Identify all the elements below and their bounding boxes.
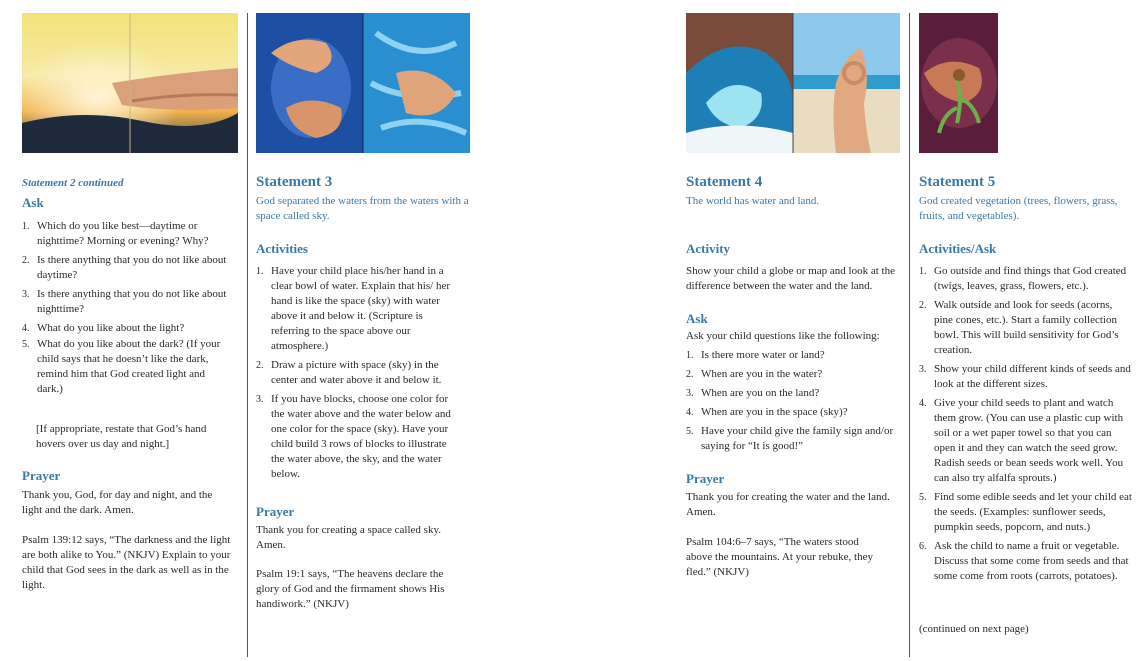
activities-list	[256, 264, 461, 486]
section-kicker: Statement 2 continued	[22, 177, 124, 189]
list-item: 3. When are you on the land?	[686, 387, 820, 399]
statement-title: Statement 4	[686, 174, 763, 190]
activity-text: Show your child a globe or map and look at the difference between the water and the land.	[686, 265, 895, 292]
statement-subtitle: God created vegetation (trees, flowers, grass, fruits, and vegetables).	[919, 195, 1118, 222]
prayer-heading: Prayer	[686, 471, 725, 486]
painting-hands-water	[256, 13, 470, 153]
painting-wave-and-hand	[686, 13, 900, 153]
statement-title: Statement 5	[919, 174, 996, 190]
list-item: 5. Find some edible seeds and let your child eat the seeds. (Examples: sunflower seeds, pumpkin seeds, popcorn, and nuts.)	[919, 491, 1132, 533]
activities-heading: Activities	[256, 241, 308, 256]
psalm-text: Psalm 19:1 says, “The heavens declare the glory of God and the firmament shows His handiwork.” (NKJV)	[256, 568, 445, 610]
activities-list	[919, 264, 1134, 588]
list-item: 4. When are you in the space (sky)?	[686, 406, 848, 418]
list-item: 2. When are you in the water?	[686, 368, 823, 380]
statement-subtitle: The world has water and land.	[686, 195, 820, 207]
note-text: [If appropriate, restate that God’s hand hovers over us day and night.]	[36, 423, 207, 450]
psalm-text: Psalm 104:6–7 says, “The waters stood above the mountains. At your rebuke, they fled.” (NKJV)	[686, 536, 873, 578]
list-item: 1. Go outside and find things that God created (twigs, leaves, grass, flowers, etc.).	[919, 265, 1127, 292]
ask-heading: Ask	[22, 195, 44, 210]
list-item: 1. Is there more water or land?	[686, 349, 825, 361]
ask-list	[22, 219, 232, 401]
ask-list	[686, 348, 904, 458]
column-divider	[909, 13, 910, 657]
list-item: 5. Have your child give the family sign and/or saying for “It is good!”	[686, 425, 894, 452]
list-item: 2. Draw a picture with space (sky) in the center and water above it and below it.	[256, 359, 442, 386]
statement-subtitle: God separated the waters from the waters with a space called sky.	[256, 195, 469, 222]
statement-title: Statement 3	[256, 174, 333, 190]
list-item: 5. What do you like about the dark? (If your child says that he doesn’t like the dark, remind him that God created light and dark.)	[22, 338, 221, 395]
column-divider	[247, 13, 248, 657]
list-item: 3. Is there anything that you do not like about nighttime?	[22, 288, 227, 315]
prayer-text: Thank you, God, for day and night, and the light and the dark. Amen.	[22, 489, 213, 516]
list-item: 2. Is there anything that you do not like about daytime?	[22, 254, 227, 281]
continued-note: (continued on next page)	[919, 623, 1029, 635]
painting-seed-hands	[919, 13, 998, 153]
list-item: 1. Which do you like best—daytime or nighttime? Morning or evening? Why?	[22, 220, 209, 247]
list-item: 4. What do you like about the light?	[22, 322, 185, 334]
list-item: 6. Ask the child to name a fruit or vegetable. Discuss that some come from seeds and that some come from roots (carrots, potatoes).	[919, 540, 1129, 582]
ask-heading: Ask	[686, 311, 708, 326]
prayer-text: Thank you for creating the water and the land. Amen.	[686, 491, 890, 518]
list-item: 2. Walk outside and look for seeds (acorns, pine cones, etc.). Start a family collection bowl. This will build sensitivity for God’s creation.	[919, 299, 1119, 356]
psalm-text: Psalm 139:12 says, “The darkness and the light are both alike to You.” (NKJV) Explain to your child that God sees in the dark as well as in the light.	[22, 534, 231, 591]
painting-sunrise-hands	[22, 13, 238, 153]
prayer-heading: Prayer	[22, 468, 61, 483]
list-item: 3. Show your child different kinds of seeds and look at the different sizes.	[919, 363, 1131, 390]
prayer-heading: Prayer	[256, 504, 295, 519]
activities-heading: Activities/Ask	[919, 241, 997, 256]
prayer-text: Thank you for creating a space called sky. Amen.	[256, 524, 441, 551]
ask-intro: Ask your child questions like the following:	[686, 330, 880, 342]
activity-heading: Activity	[686, 241, 731, 256]
list-item: 3. If you have blocks, choose one color for the water above and the water below and one color for the space (sky). Have your child build 3 rows of blocks to illustrate the water above, the sky, and the water below.	[256, 393, 451, 480]
list-item: 4. Give your child seeds to plant and watch them grow. (You can use a plastic cup with soil or a wet paper towel so that you can open it and they can watch the seed grow. Radish seeds or bean seeds work well. You can also try alfalfa sprouts.)	[919, 397, 1124, 484]
list-item: 1. Have your child place his/her hand in a clear bowl of water. Explain that his/ her hand is like the space (sky) with water above it and below it. (Scripture is referring to the space above our atmosphere.)	[256, 265, 450, 352]
